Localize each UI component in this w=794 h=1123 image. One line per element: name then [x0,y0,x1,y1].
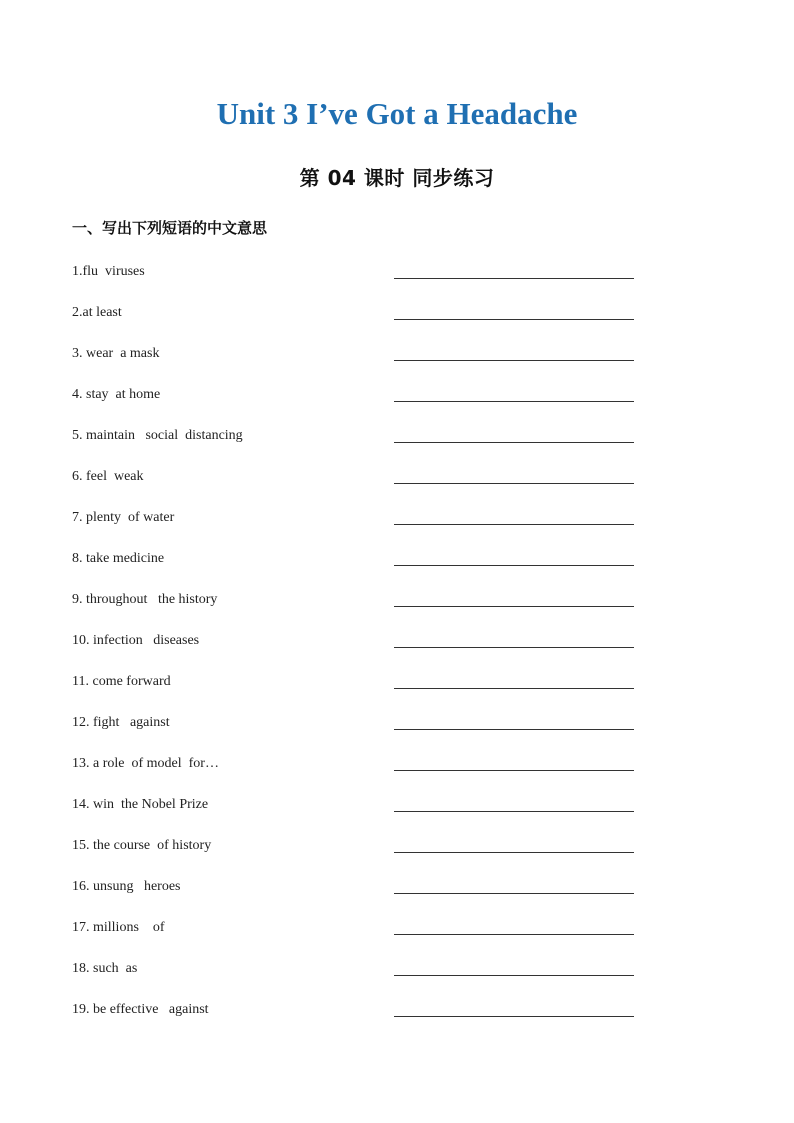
answer-blank[interactable] [394,606,634,607]
answer-blank[interactable] [394,278,634,279]
list-item [72,835,642,876]
phrase-label: 11. come forward [72,674,171,689]
section-heading: 一、写出下列短语的中文意思 [72,219,268,237]
answer-blank[interactable] [394,483,634,484]
list-item [72,261,642,302]
answer-blank[interactable] [394,770,634,771]
phrase-label: 9. throughout the history [72,592,218,607]
answer-blank[interactable] [394,442,634,443]
phrase-label: 14. win the Nobel Prize [72,797,209,812]
answer-blank[interactable] [394,647,634,648]
phrase-label: 2.at least [72,305,122,320]
answer-blank[interactable] [394,319,634,320]
answer-blank[interactable] [394,975,634,976]
answer-blank[interactable] [394,401,634,402]
list-item [72,958,642,999]
phrase-list [72,261,642,1040]
list-item [72,343,642,384]
phrase-label: 4. stay at home [72,387,161,402]
list-item [72,917,642,958]
list-item [72,507,642,548]
list-item [72,999,642,1040]
phrase-label: 13. a role of model for… [72,756,219,771]
list-item [72,876,642,917]
answer-blank[interactable] [394,934,634,935]
list-item [72,589,642,630]
answer-blank[interactable] [394,893,634,894]
list-item [72,630,642,671]
list-item [72,794,642,835]
phrase-label: 16. unsung heroes [72,879,181,894]
answer-blank[interactable] [394,729,634,730]
phrase-label: 5. maintain social distancing [72,428,243,443]
list-item [72,548,642,589]
answer-blank[interactable] [394,852,634,853]
answer-blank[interactable] [394,360,634,361]
phrase-label: 6. feel weak [72,469,144,484]
phrase-label: 8. take medicine [72,551,165,566]
answer-blank[interactable] [394,688,634,689]
answer-blank[interactable] [394,565,634,566]
list-item [72,753,642,794]
list-item [72,466,642,507]
page-title: Unit 3 I’ve Got a Headache [216,96,578,131]
phrase-label: 3. wear a mask [72,346,160,361]
list-item [72,425,642,466]
phrase-label: 7. plenty of water [72,510,175,525]
list-item [72,712,642,753]
phrase-label: 10. infection diseases [72,633,200,648]
phrase-label: 17. millions of [72,920,165,935]
list-item [72,671,642,712]
phrase-label: 12. fight against [72,715,170,730]
answer-blank[interactable] [394,811,634,812]
list-item [72,384,642,425]
list-item [72,302,642,343]
answer-blank[interactable] [394,1016,634,1017]
phrase-label: 1.flu viruses [72,264,145,279]
lesson-subtitle: 第 04 课时 同步练习 [299,166,495,190]
phrase-label: 15. the course of history [72,838,212,853]
answer-blank[interactable] [394,524,634,525]
phrase-label: 18. such as [72,961,138,976]
phrase-label: 19. be effective against [72,1002,209,1017]
